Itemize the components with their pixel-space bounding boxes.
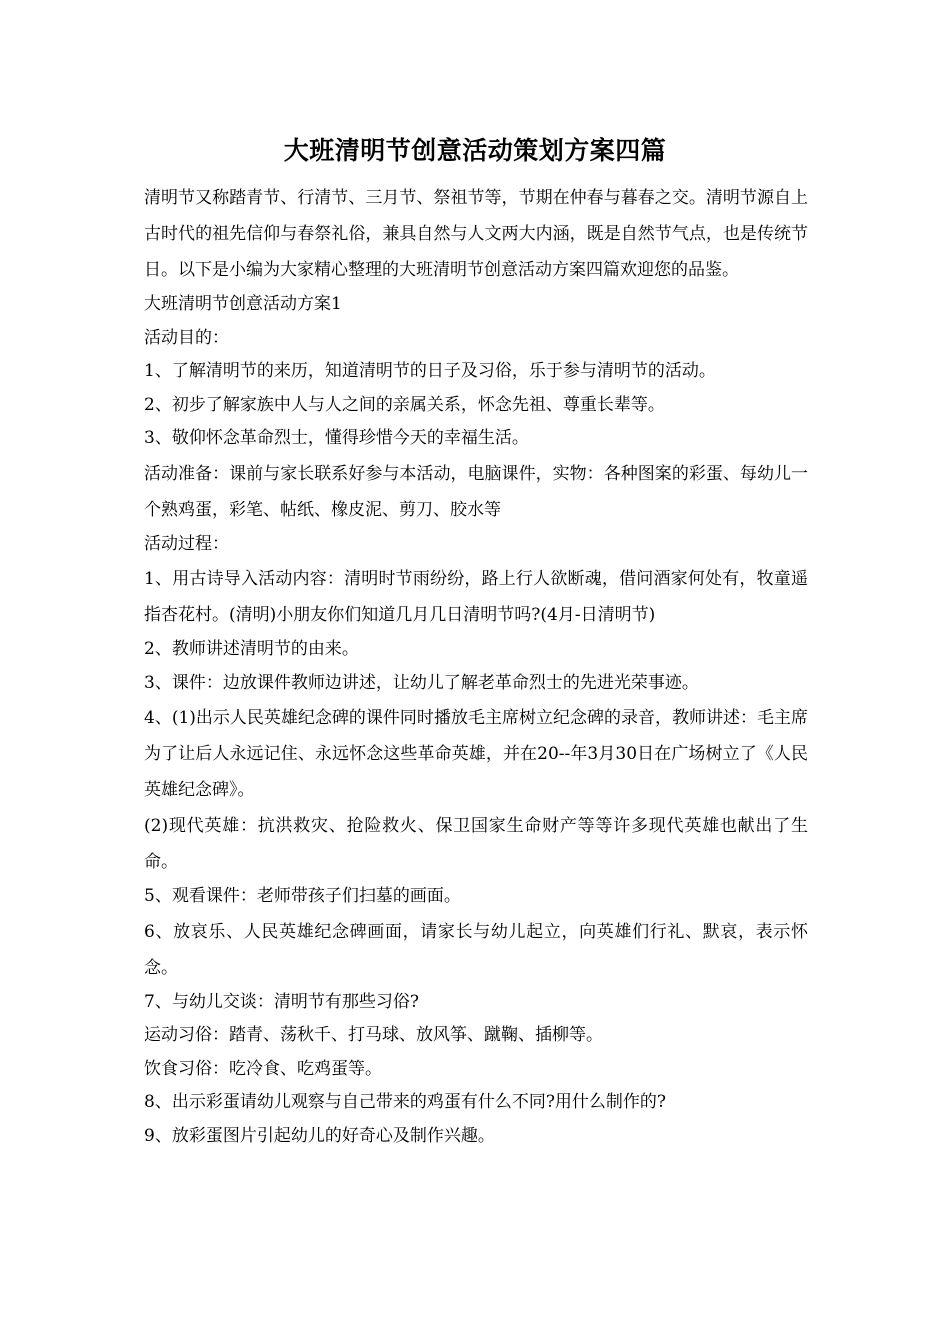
goal-item: 2、初步了解家族中人与人之间的亲属关系，怀念先祖、尊重长辈等。: [144, 394, 665, 415]
preparation-paragraph: 活动准备：课前与家长联系好参与本活动，电脑课件，实物：各种图案的彩蛋、每幼儿一个熟鸡蛋，彩笔、帖纸、橡皮泥、剪刀、胶水等: [144, 463, 808, 520]
document-title: 大班清明节创意活动策划方案四篇: [283, 136, 667, 165]
process-step: 2、教师讲述清明节的由来。: [144, 639, 359, 659]
process-step: 5、观看课件：老师带孩子们扫墓的画面。: [144, 886, 461, 906]
section-heading: 大班清明节创意活动方案1: [144, 294, 342, 314]
process-step: 6、放哀乐、人民英雄纪念碑画面，请家长与幼儿起立，向英雄们行礼、默哀，表示怀念。: [144, 921, 808, 978]
process-step: 3、课件：边放课件教师边讲述，让幼儿了解老革命烈士的先进光荣事迹。: [144, 672, 699, 693]
process-step: 9、放彩蛋图片引起幼儿的好奇心及制作兴趣。: [144, 1125, 495, 1146]
goals-label: 活动目的：: [144, 327, 229, 348]
process-step: 4、(1)出示人民英雄纪念碑的课件同时播放毛主席树立纪念碑的录音，教师讲述：毛主席为了让后人永远记住、永远怀念这些革命英雄，并在20--年3月30日在广场树立了《人民英雄纪念碑》。: [144, 708, 808, 800]
process-step: 8、出示彩蛋请幼儿观察与自己带来的鸡蛋有什么不同?用什么制作的?: [144, 1092, 667, 1112]
process-step: 1、用古诗导入活动内容：清明时节雨纷纷，路上行人欲断魂，借问酒家何处有，牧童遥指杏花村。(清明)小朋友你们知道几月几日清明节吗?(4月-日清明节): [144, 569, 808, 625]
goal-item: 1、了解清明节的来历，知道清明节的日子及习俗，乐于参与清明节的活动。: [144, 361, 716, 381]
intro-paragraph: 清明节又称踏青节、行清节、三月节、祭祖节等，节期在仲春与暮春之交。清明节源自上古时代的祖先信仰与春祭礼俗，兼具自然与人文两大内涵，既是自然节气点，也是传统节日。以下是小编为大家精心整理的大班清明节创意活动方案四篇欢迎您的品鉴。: [144, 188, 808, 280]
custom-item: 饮食习俗：吃冷食、吃鸡蛋等。: [144, 1058, 382, 1079]
process-step: (2)现代英雄：抗洪救灾、抢险救火、保卫国家生命财产等等许多现代英雄也献出了生命。: [144, 816, 808, 872]
process-label: 活动过程：: [144, 533, 229, 554]
goal-item: 3、敬仰怀念革命烈士，懂得珍惜今天的幸福生活。: [144, 428, 529, 448]
document-body: [144, 180, 808, 1153]
custom-item: 运动习俗：踏青、荡秋千、打马球、放风筝、蹴鞠、插柳等。: [144, 1025, 603, 1045]
process-step: 7、与幼儿交谈：清明节有那些习俗?: [144, 991, 419, 1012]
